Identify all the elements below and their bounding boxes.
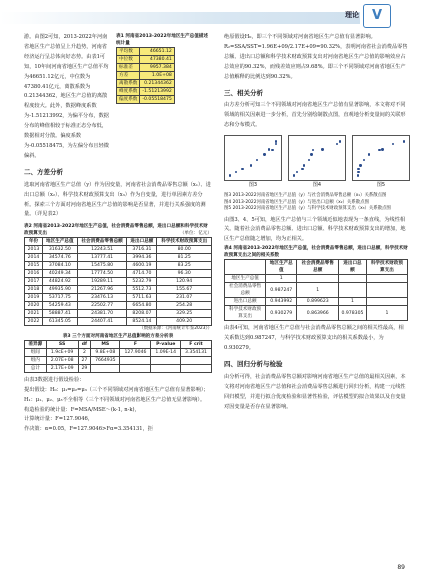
table-header-cell: 差异源 <box>25 340 47 348</box>
table-4-caption: 表4 河南省2013-2022年地区生产总值，社会消费品零售总额，进出口总额，科学技术财政预算支出之间的相关系数 <box>224 246 408 259</box>
table-2-caption <box>24 223 212 237</box>
scatter-point <box>308 159 310 161</box>
table-row <box>25 278 212 286</box>
table-cell: 7664935 <box>91 356 120 364</box>
table-cell: 中位数 <box>117 56 140 64</box>
scatter-plot-4 <box>288 135 346 181</box>
table-cell: 49935.90 <box>42 286 77 294</box>
table-row <box>25 302 212 310</box>
table-cell: 5232.79 <box>127 278 157 286</box>
scatter-plot-3 <box>224 135 282 181</box>
table-cell: 3.354131 <box>180 348 211 356</box>
table-cell: 0.863966 <box>297 306 339 321</box>
table-cell: 54259.43 <box>42 302 77 310</box>
table-row <box>25 286 212 294</box>
table-2-title: 表2 河南省2013-2022年地区生产总值，社会消费品零售总额，进出口总额和科学技术财政预算支出 <box>24 224 208 237</box>
table-cell: 27 <box>78 356 91 364</box>
left-paragraph-2: 选取河南省地区生产总值（y）作为因变量，河南省社会消费品零售总额（x₁）、进出口总额（x₂）、科学技术财政预算支出（x₃）作为自变量，进行单因素方差分析。探索三个方面对河南省地区生产总值的影响是否显著，并进行关系强度的测量。（详见表2） <box>24 181 211 218</box>
scatter-point <box>235 171 237 173</box>
table-cell: 1.9cE+09 <box>46 348 78 356</box>
scatter-point <box>268 148 270 150</box>
table-header-cell: df <box>78 340 91 348</box>
table-cell <box>151 364 181 372</box>
table-cell: 0.930279 <box>266 306 297 321</box>
table-cell <box>366 298 407 306</box>
table-1-grid <box>116 47 175 104</box>
table-cell: 22502.77 <box>77 302 127 310</box>
table-cell: 2014 <box>25 254 43 262</box>
table-cell: 2018 <box>25 286 43 294</box>
scatter-point <box>229 174 231 176</box>
table-cell: 平均数 <box>117 48 140 56</box>
table-cell: 329.25 <box>157 310 212 318</box>
table-cell: 155.67 <box>157 286 212 294</box>
figure-4-label: 图4 <box>312 182 322 189</box>
table-cell: 1 <box>339 298 367 306</box>
table-cell: 0.21344362 <box>140 80 174 88</box>
table-cell: 47380.41 <box>140 56 174 64</box>
scatter-point <box>275 143 277 145</box>
table-header-cell: F <box>120 340 151 348</box>
table-cell: 24407.41 <box>77 318 127 326</box>
table-2-unit: （单位：亿元） <box>179 231 212 237</box>
table-4 <box>224 259 408 321</box>
table-header-cell: 进出口总额 <box>127 238 157 246</box>
scatter-point <box>339 140 341 142</box>
section-title: 理论 <box>345 11 359 19</box>
table-cell <box>366 283 407 298</box>
table-row <box>25 310 212 318</box>
table-row <box>25 270 212 278</box>
table-row <box>25 262 212 270</box>
table-cell: 24381.70 <box>77 310 127 318</box>
table-row <box>25 348 212 356</box>
table-cell: 0.978305 <box>339 306 367 321</box>
table-cell: 6654.80 <box>127 302 157 310</box>
table-cell: 0.943992 <box>266 298 297 306</box>
table-header-cell: MS <box>91 340 120 348</box>
scatter-point <box>293 174 295 176</box>
table-row <box>117 48 175 56</box>
table-cell: 9957.384 <box>140 64 174 72</box>
table-cell: 方差 <box>117 72 140 80</box>
table-cell: 1 <box>297 283 339 298</box>
table-cell: 23476.13 <box>77 294 127 302</box>
figure-3 <box>224 135 282 191</box>
table-cell: -0.05518475 <box>140 96 174 104</box>
scatter-point <box>241 168 243 170</box>
table-cell: 120.94 <box>157 278 212 286</box>
table-cell: 2017 <box>25 278 43 286</box>
table-header-row <box>25 340 212 348</box>
scatter-plot-5 <box>352 135 410 181</box>
table-cell: 组间 <box>25 348 47 356</box>
table-row <box>117 96 175 104</box>
table-header-cell <box>225 260 266 275</box>
table-cell: 8208.07 <box>127 310 157 318</box>
right-paragraph-5: 由分析可得，社会消费品零售总额对影响河南省地区生产总值的最相关因素，本文将对河南省地区生产总值和社会消费品零售总额进行回归分析，构建一元线性回归模型，并进行拟合优度检验和显著性检验，评估模型的拟合效果以及自变量对因变量是否存在显著影响。 <box>224 373 406 410</box>
table-cell: 80.00 <box>157 246 212 254</box>
table-cell: 总计 <box>25 364 47 372</box>
table-row <box>117 64 175 72</box>
left-paragraph-7: 作决策：α=0.05，F=127.9046>Fα=3.354131，拒 <box>24 426 153 433</box>
scatter-point <box>301 168 303 170</box>
table-cell: 2013 <box>25 246 43 254</box>
table-cell: 17774.50 <box>77 270 127 278</box>
scatter-point <box>403 140 405 142</box>
scatter-point <box>312 149 314 151</box>
table-cell: 9.8E+08 <box>91 348 120 356</box>
scatter-point <box>296 171 298 173</box>
table-header-cell: SS <box>46 340 78 348</box>
scatter-point <box>303 164 305 166</box>
scatter-point <box>359 164 361 166</box>
table-cell: 科学技术财政预算支出 <box>225 306 266 321</box>
table-cell: 21267.96 <box>77 286 127 294</box>
table-cell: 2015 <box>25 262 43 270</box>
left-paragraph-5: 构造检验的统计量：F=MSA/MSE～(k-1, n-k)， <box>24 406 140 413</box>
scatter-point <box>381 148 383 150</box>
table-row <box>225 275 408 283</box>
table-cell: 83.25 <box>157 262 212 270</box>
right-paragraph-1: 绝原假设H₀，即三个不同领域对河南省地区生产总值有显著影响。R₂=SSA/SST=1.96E+09/2.17E+09=90.32%，表明河南省社会消费品零售总额、进出口总额和科学技术财政预算支出对河南省地区生产总值的影响效应占总效应的90.32%，而残差效应则占9.68%。即三个不同领域对河南省地区生产总值解释的比例达到90.32%。 <box>224 34 408 80</box>
table-header-row <box>225 260 408 275</box>
table-cell: 偏度系数 <box>117 96 140 104</box>
header-band <box>0 12 360 24</box>
figure-notes: 图3 2013-2022河南省地区生产总值（y）与社会消费品零售总额（x₁）关系散点图 图4 2013-2022河南省地区生产总值（y）与进出口总额（x₂）关系散点图 图5 2013-2022河南省地区生产总值（y）与科学技术财政预算支出（x₃）关系散点图 <box>224 193 391 212</box>
table-cell: 2.07E+08 <box>46 356 78 364</box>
table-row <box>117 80 175 88</box>
right-paragraph-2: 由方差分析可知三个不同领域对河南省地区生产总值有显著影响，本文将对不同领域的相关因素进一步分析，首先分别绘制散点图，直观地分析变量间的关联形态和分布模式。 <box>224 102 406 129</box>
table-cell: 4600.19 <box>127 262 157 270</box>
table-cell <box>91 364 120 372</box>
page-number: 89 <box>397 564 405 571</box>
table-3-caption: 表3 三个方面对河南省地区生产总值影响的方差分析表 <box>62 333 174 339</box>
scatter-point <box>357 168 359 170</box>
table-cell: 峰度系数 <box>117 88 140 96</box>
table-cell: 2020 <box>25 302 43 310</box>
table-cell: 进出口总额 <box>225 298 266 306</box>
figure-5-label: 图5 <box>376 182 386 189</box>
table-cell: 1.09E-14 <box>151 348 181 356</box>
table-cell: 离散系数 <box>117 80 140 88</box>
table-1-caption: 表1 河南省2013-2022年地区生产总值描述统计量 <box>116 34 208 46</box>
table-cell <box>120 356 151 364</box>
table-row <box>117 72 175 80</box>
table-cell: -1.51213992 <box>140 88 174 96</box>
table-cell <box>339 283 367 298</box>
table-cell: 231.07 <box>157 294 212 302</box>
figure-3-label: 图3 <box>248 182 258 189</box>
heading-regression: 四、回归分析与检验 <box>224 360 283 368</box>
table-cell: 1.0E+08 <box>140 72 174 80</box>
table-cell <box>120 364 151 372</box>
left-column <box>24 33 212 435</box>
figure-4 <box>288 135 346 191</box>
table-cell: 2.17E+09 <box>46 364 78 372</box>
table-cell: 5512.73 <box>127 286 157 294</box>
table-cell: 1 <box>266 275 297 283</box>
table-cell <box>297 275 339 283</box>
table-header-row <box>25 238 212 246</box>
table-header-cell: 进出口总额 <box>339 260 367 275</box>
table-cell: 53717.75 <box>42 294 77 302</box>
table-cell: 4714.70 <box>127 270 157 278</box>
scatter-point <box>275 140 277 142</box>
table-cell: 15475.80 <box>77 262 127 270</box>
scatter-point <box>363 159 365 161</box>
table-cell: 标准差 <box>117 64 140 72</box>
table-cell: 61345.05 <box>42 318 77 326</box>
scatter-point <box>378 149 380 151</box>
table-cell: 127.9046 <box>120 348 151 356</box>
table-cell: 31632.50 <box>42 246 77 254</box>
right-paragraph-3: 由图3、4、5可知，地区生产总值与三个领域近似地表现为一条直线，为线性相关。随着社会消费品零售总额、进出口总额、科学技术财政预算支出的增加，地区生产总值随之增加，均为正相关。 <box>224 216 406 243</box>
scatter-point <box>263 153 265 155</box>
table-cell: 0.987247 <box>266 283 297 298</box>
table-cell: 13777.41 <box>77 254 127 262</box>
table-header-cell: F crit <box>180 340 211 348</box>
table-cell: 8524.14 <box>127 318 157 326</box>
table-header-cell: 科学技术财政预算支出 <box>366 260 407 275</box>
table-3 <box>24 340 212 373</box>
scatter-point <box>336 143 338 145</box>
left-paragraph-6: 计算统计量：F=127.9046， <box>24 416 94 423</box>
table-cell: 44824.92 <box>42 278 77 286</box>
page-header <box>0 0 427 26</box>
table-cell: 社会消费品零售总额 <box>225 283 266 298</box>
table-cell: 46651.12 <box>140 48 174 56</box>
table-header-cell: 社会消费品零售总额 <box>297 260 339 275</box>
table-cell: 3716.31 <box>127 246 157 254</box>
table-cell: 地区生产总值 <box>225 275 266 283</box>
table-cell: 2 <box>78 348 91 356</box>
table-header-cell: 年份 <box>25 238 43 246</box>
table-row <box>25 254 212 262</box>
scatter-point <box>271 149 273 151</box>
left-paragraph-4: 提出假设：H₀：μ₁=μ₂=μ₃（三个不同领域对河南省地区生产总值有显著影响）；H₁：μ₁、μ₂、μ₃不全相等（三个不同领域对河南省地区生产总值无显著影响）。 <box>24 386 209 403</box>
journal-logo: V <box>363 4 391 28</box>
left-paragraph-3: 由表3数据进行假设检验： <box>24 376 85 383</box>
heading-variance-analysis: 二、方差分析 <box>24 167 63 176</box>
table-cell: 0.899623 <box>297 298 339 306</box>
table-header-cell: 科学技术财政预算支出 <box>157 238 212 246</box>
table-cell: 12243.51 <box>77 246 127 254</box>
table-cell: 29 <box>78 364 91 372</box>
scatter-point <box>357 171 359 173</box>
table-cell: 96.30 <box>157 270 212 278</box>
table-2-source: （数据来源：《河南统计年鉴2023》） <box>139 326 212 332</box>
scatter-figures <box>224 135 408 191</box>
table-row <box>25 356 212 364</box>
table-row <box>25 364 212 372</box>
table-header-cell: 社会消费品零售总额 <box>77 238 127 246</box>
table-row <box>225 306 408 321</box>
table-cell: 2021 <box>25 310 43 318</box>
table-cell <box>180 364 211 372</box>
table-cell: 34574.76 <box>42 254 77 262</box>
table-2 <box>24 237 212 326</box>
right-column <box>224 33 408 413</box>
scatter-point <box>310 153 312 155</box>
table-cell: 2019 <box>25 294 43 302</box>
table-cell: 2016 <box>25 270 43 278</box>
table-cell: 37084.10 <box>42 262 77 270</box>
table-cell: 81.25 <box>157 254 212 262</box>
table-row <box>117 88 175 96</box>
table-row <box>25 246 212 254</box>
heading-correlation: 三、相关分析 <box>224 88 263 97</box>
scatter-point <box>357 174 359 176</box>
scatter-point <box>368 153 370 155</box>
scatter-point <box>392 143 394 145</box>
table-cell: 5711.63 <box>127 294 157 302</box>
table-row <box>117 56 175 64</box>
scatter-point <box>321 148 323 150</box>
table-cell <box>339 275 367 283</box>
table-cell: 1 <box>366 306 407 321</box>
table-cell: 58887.41 <box>42 310 77 318</box>
right-paragraph-4: 由表4可知，河南省地区生产总值与社会消费品零售总额之间的相关性最高，相关系数达到0.987247，与科学技术财政预算支出的相关系数最小，为0.930279。 <box>224 325 404 352</box>
table-cell: 2022 <box>25 318 43 326</box>
table-cell <box>151 356 181 364</box>
table-cell <box>180 356 211 364</box>
table-row <box>225 283 408 298</box>
table-row <box>225 298 408 306</box>
table-header-cell: P-value <box>151 340 181 348</box>
table-row <box>25 294 212 302</box>
scatter-point <box>250 164 252 166</box>
left-paragraph-1: 游。由图2可知，2013-2022年河南省地区生产总值呈上升趋势，河南省经济运行呈总体向好态势。由表1可知，10年间河南省地区生产总值平均为46651.12亿元，中位数为47380.41亿元，离散系数为0.21344362，地区生产总值的离散程度较大。此外，数据峰度系数为-1.51213992，为偏平分布，数据分布的峰值相较于标准正态分布低，数据相对分散。偏度系数为-0.05518475，为左偏分布且轻微偏斜。 <box>24 34 109 159</box>
table-row <box>25 318 212 326</box>
scatter-point <box>256 159 258 161</box>
table-header-cell: 地区生产总值 <box>266 260 297 275</box>
table-cell: 组内 <box>25 356 47 364</box>
table-cell <box>366 275 407 283</box>
figure-5 <box>352 135 410 191</box>
table-cell: 409.20 <box>157 318 212 326</box>
table-cell: 3994.36 <box>127 254 157 262</box>
table-cell: 254.28 <box>157 302 212 310</box>
table-cell: 40249.34 <box>42 270 77 278</box>
table-1 <box>116 33 210 162</box>
table-header-cell: 地区生产总值 <box>42 238 77 246</box>
table-cell: 19289.11 <box>77 278 127 286</box>
